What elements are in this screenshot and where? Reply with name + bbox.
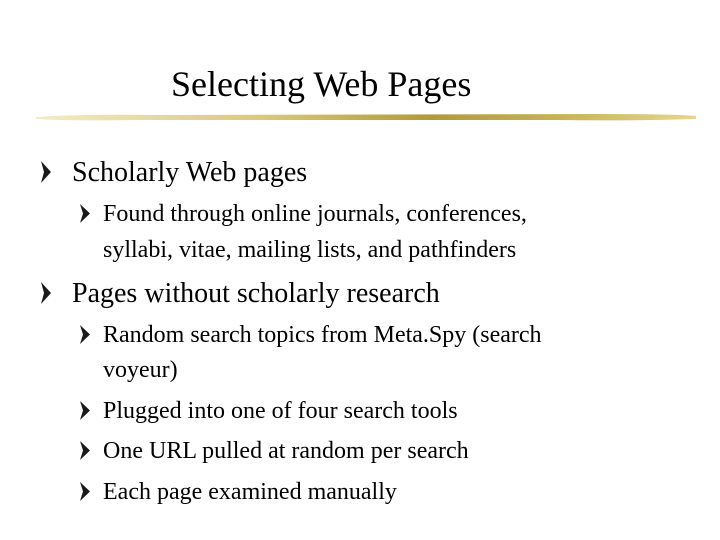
sub-bullet-plugged-into: Plugged into one of four search tools: [103, 398, 458, 424]
arrowhead-bullet-icon: [80, 482, 90, 501]
arrowhead-bullet-icon: [41, 161, 51, 183]
arrowhead-bullet-icon: [80, 325, 90, 344]
sub-bullet-each-page: Each page examined manually: [103, 479, 397, 505]
bullet-pages-without-research: Pages without scholarly research: [72, 278, 440, 309]
arrowhead-bullet-icon: [80, 204, 90, 223]
bullet-scholarly-web-pages: Scholarly Web pages: [72, 157, 308, 188]
arrowhead-bullet-icon: [80, 441, 90, 460]
sub-bullet-found-through-cont: syllabi, vitae, mailing lists, and pathfinders: [103, 237, 517, 263]
slide-title: Selecting Web Pages: [171, 64, 472, 104]
sub-bullet-random-search-cont: voyeur): [103, 357, 178, 383]
sub-bullet-one-url: One URL pulled at random per search: [103, 438, 469, 464]
title-divider: [36, 113, 696, 121]
sub-bullet-found-through: Found through online journals, conferences,: [103, 201, 527, 227]
arrowhead-bullet-icon: [41, 282, 51, 304]
sub-bullet-random-search: Random search topics from Meta.Spy (search: [103, 322, 542, 348]
arrowhead-bullet-icon: [80, 401, 90, 420]
